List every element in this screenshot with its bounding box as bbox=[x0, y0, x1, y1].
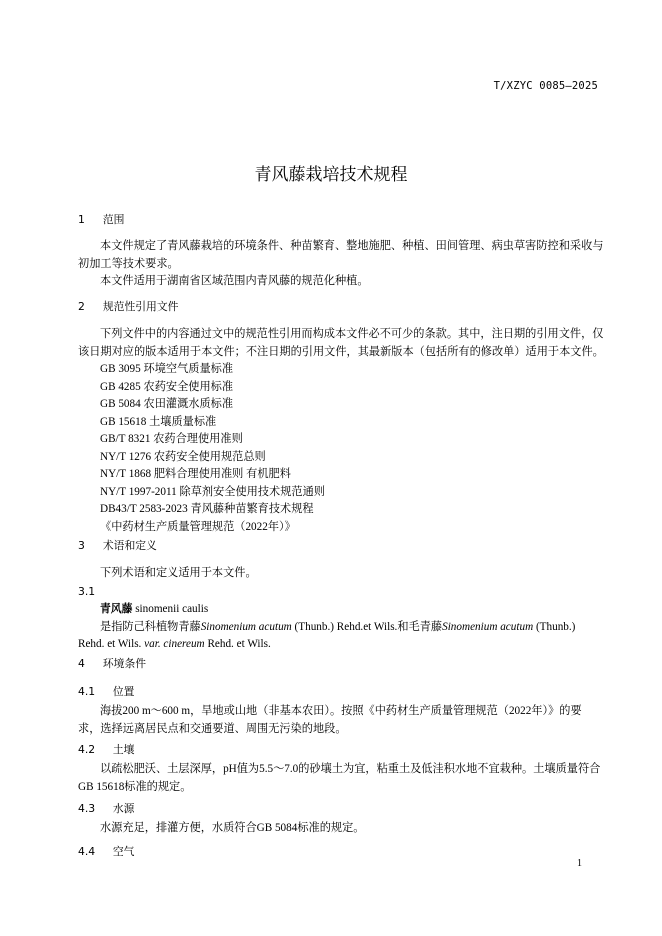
document-title: 青风藤栽培技术规程 bbox=[254, 165, 408, 185]
standard-number: T/XZYC 0085—2025 bbox=[493, 80, 598, 92]
term-definition: 是指防己科植物青藤Sinomenium acutum (Thunb.) Rehd.et Wils.和毛青藤Sinomenium acutum (Thunb.) Rehd. et Wils. var. cinereum Rehd. et Wils. bbox=[78, 620, 576, 650]
subsection-4-4 bbox=[78, 843, 604, 861]
paragraph: 本文件适用于湖南省区域范围内青风藤的规范化种植。 bbox=[100, 275, 369, 287]
section-heading: 3 术语和定义 bbox=[78, 539, 157, 552]
reference-item: GB/T 8321 农药合理使用准则 bbox=[100, 433, 243, 445]
reference-list bbox=[78, 361, 604, 536]
section-heading: 2 规范性引用文件 bbox=[78, 300, 179, 313]
reference-item: DB43/T 2583-2023 青风藤种苗繁育技术规程 bbox=[100, 503, 314, 515]
paragraph: 水源充足，排灌方便，水质符合GB 5084标准的规定。 bbox=[100, 822, 365, 834]
term-number: 3.1 bbox=[78, 584, 96, 598]
reference-item: GB 3095 环境空气质量标准 bbox=[100, 363, 234, 375]
reference-item: 《中药材生产质量管理规范（2022年）》 bbox=[100, 520, 296, 533]
subsection-heading: 4.4 空气 bbox=[78, 845, 135, 858]
section-3-body bbox=[78, 565, 604, 654]
subsection-4-3 bbox=[78, 800, 604, 818]
reference-item: NY/T 1997-2011 除草剂安全使用技术规范通则 bbox=[100, 485, 325, 498]
subsection-heading: 4.3 水源 bbox=[78, 802, 135, 815]
paragraph: 海拔200 m～600 m，旱地或山地（非基本农田）。按照《中药材生产质量管理规范（2022年）》的要求，选择远离居民点和交通要道、周围无污染的地段。 bbox=[78, 705, 582, 735]
reference-item: GB 4285 农药安全使用标准 bbox=[100, 380, 234, 393]
term-title: 青风藤 sinomenii caulis bbox=[100, 602, 209, 615]
paragraph: 以疏松肥沃、土层深厚，pH值为5.5～7.0的砂壤土为宜，粘重土及低洼积水地不宜栽种。土壤质量符合 GB 15618标准的规定。 bbox=[78, 763, 601, 793]
paragraph: 下列文件中的内容通过文中的规范性引用而构成本文件必不可少的条款。其中，注日期的引用文件，仅该日期对应的版本适用于本文件；不注日期的引用文件，其最新版本（包括所有的修改单）适用于本文件。 bbox=[78, 328, 604, 358]
reference-item: NY/T 1276 农药安全使用规范总则 bbox=[100, 450, 266, 463]
section-1 bbox=[78, 211, 604, 229]
section-heading: 4 环境条件 bbox=[78, 657, 147, 670]
section-4 bbox=[78, 655, 604, 673]
section-heading: 1 范围 bbox=[78, 213, 125, 226]
reference-item: GB 15618 土壤质量标准 bbox=[100, 415, 217, 428]
section-2 bbox=[78, 298, 604, 316]
section-3 bbox=[78, 537, 604, 555]
section-2-body bbox=[78, 326, 604, 536]
subsection-4-3-body bbox=[78, 820, 604, 838]
paragraph: 本文件规定了青风藤栽培的环境条件、种苗繁育、整地施肥、种植、田间管理、病虫草害防控和采收与初加工等技术要求。 bbox=[78, 240, 604, 270]
reference-item: GB 5084 农田灌溉水质标准 bbox=[100, 398, 234, 410]
section-1-body bbox=[78, 238, 604, 291]
subsection-4-2-body bbox=[78, 761, 604, 796]
subsection-4-2 bbox=[78, 741, 604, 759]
reference-item: NY/T 1868 肥料合理使用准则 有机肥料 bbox=[100, 468, 291, 480]
paragraph: 下列术语和定义适用于本文件。 bbox=[100, 567, 257, 579]
page-number: 1 bbox=[577, 858, 582, 869]
subsection-heading: 4.1 位置 bbox=[78, 685, 135, 698]
subsection-heading: 4.2 土壤 bbox=[78, 743, 135, 756]
subsection-4-1 bbox=[78, 683, 604, 701]
subsection-4-1-body bbox=[78, 703, 604, 738]
